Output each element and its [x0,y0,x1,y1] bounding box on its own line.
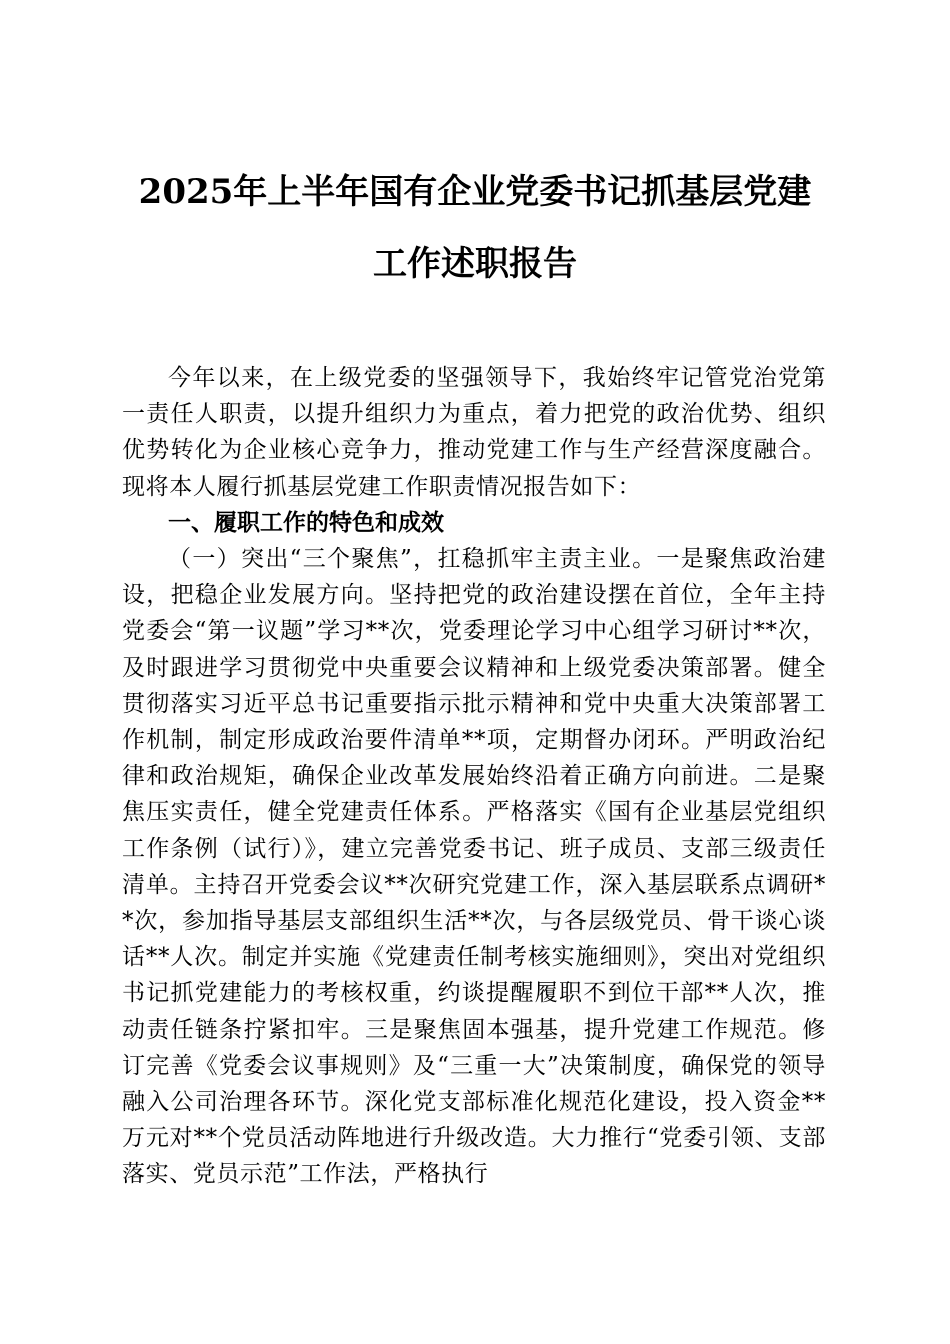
report-title-line1: 2025年上半年国有企业党委书记抓基层党建 [138,172,812,212]
report-title-line2: 工作述职报告 [373,244,577,284]
report-body [122,360,826,1193]
section1-paragraph-1: （一）突出“三个聚焦”，扛稳抓牢主责主业。一是聚焦政治建设，把稳企业发展方向。坚持把党的政治建设摆在首位，全年主持党委会“第一议题”学习**次，党委理论学习中心组学习研讨**次，及时跟进学习贯彻党中央重要会议精神和上级党委决策部署。健全贯彻落实习近平总书记重要指示批示精神和党中央重大决策部署工作机制，制定形成政治要件清单**项，定期督办闭环。严明政治纪律和政治规矩，确保企业改革发展始终沿着正确方向前进。二是聚焦压实责任，健全党建责任体系。严格落实《国有企业基层党组织工作条例（试行）》，建立完善党委书记、班子成员、支部三级责任清单。主持召开党委会议**次研究党建工作，深入基层联系点调研**次，参加指导基层支部组织生活**次，与各层级党员、骨干谈心谈话**人次。制定并实施《党建责任制考核实施细则》，突出对党组织书记抓党建能力的考核权重，约谈提醒履职不到位干部**人次，推动责任链条拧紧扣牢。三是聚焦固本强基，提升党建工作规范。修订完善《党委会议事规则》及“三重一大”决策制度，确保党的领导融入公司治理各环节。深化党支部标准化规范化建设，投入资金**万元对**个党员活动阵地进行升级改造。大力推行“党委引领、支部落实、党员示范”工作法，严格执行 [122,546,826,1188]
intro-paragraph: 今年以来，在上级党委的坚强领导下，我始终牢记管党治党第一责任人职责，以提升组织力为重点，着力把党的政治优势、组织优势转化为企业核心竞争力，推动党建工作与生产经营深度融合。现将本人履行抓基层党建工作职责情况报告如下： [122,365,826,500]
section-heading-1: 一、履职工作的特色和成效 [168,509,444,536]
